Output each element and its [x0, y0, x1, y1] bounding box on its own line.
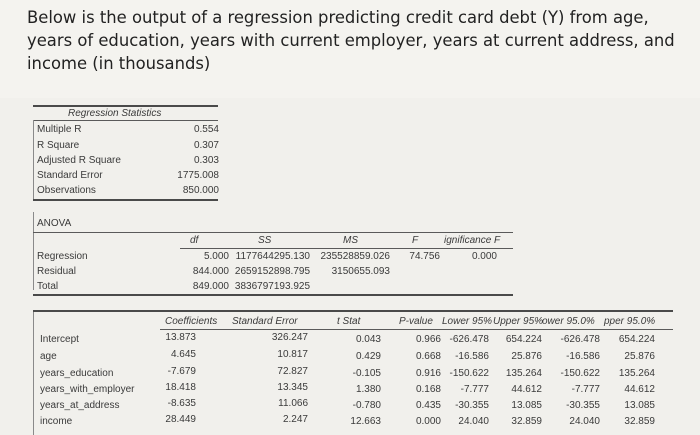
anova-regression-df: 5.000: [203, 251, 229, 262]
coef-upper-95-0: 44.612: [624, 384, 655, 395]
coef-lower-95-0: -30.355: [566, 400, 600, 411]
coef-t-stat: -0.105: [352, 368, 381, 379]
anova-title: ANOVA: [37, 218, 72, 229]
stat-value: 0.554: [193, 124, 219, 135]
anova-total-ss: 3836797193.925: [234, 281, 310, 292]
coef-header-upper-95: Upper 95%: [493, 316, 544, 327]
anova-header-significance: ignificance F: [444, 235, 501, 246]
coef-lower-95-0: -626.478: [560, 334, 600, 345]
coef-standard-error: 11.066: [278, 398, 308, 409]
coef-value: 28.449: [165, 414, 196, 425]
coef-upper-95: 25.876: [511, 351, 542, 362]
coef-p-value: 0.966: [415, 334, 441, 345]
coef-lower-95: -16.586: [455, 351, 489, 362]
coef-lower-95: -626.478: [449, 334, 489, 345]
regression-statistics-title: Regression Statistics: [68, 108, 162, 119]
coef-t-stat: 1.380: [355, 384, 381, 395]
anova-residual-ss: 2659152898.795: [234, 266, 310, 277]
coef-header-t-stat: t Stat: [337, 316, 361, 327]
anova-regression-label: Regression: [37, 251, 88, 262]
anova-residual-df: 844.000: [192, 266, 229, 277]
coef-row-label: years_with_employer: [40, 384, 135, 395]
coef-row-label: years_at_address: [40, 400, 120, 411]
anova-header-df: df: [190, 235, 199, 246]
stat-label: Adjusted R Square: [37, 155, 121, 166]
coef-upper-95: 13.085: [511, 400, 542, 411]
coef-upper-95-0: 25.876: [624, 351, 655, 362]
coef-header-lower-95: Lower 95%: [442, 316, 493, 327]
anova-residual-label: Residual: [37, 266, 76, 277]
coef-lower-95-0: -16.586: [566, 351, 600, 362]
coef-lower-95-0: -7.777: [571, 384, 600, 395]
question-heading: Below is the output of a regression predicting credit card debt (Y) from age, years of education, years with current employer, years at current address, and income (in thousands): [27, 8, 675, 73]
coef-standard-error: 2.247: [282, 414, 308, 425]
coef-header-standard-error: Standard Error: [232, 316, 298, 327]
anova-residual-ms: 3150655.093: [331, 266, 390, 277]
coef-p-value: 0.000: [415, 416, 441, 427]
anova-header-ss: SS: [258, 235, 272, 246]
coef-upper-95: 44.612: [511, 384, 542, 395]
stat-value: 850.000: [182, 185, 219, 196]
coef-p-value: 0.668: [415, 351, 441, 362]
coef-upper-95-0: 32.859: [624, 416, 655, 427]
coef-row-label: income: [40, 416, 73, 427]
coef-lower-95-0: 24.040: [569, 416, 600, 427]
coef-value: 13.873: [165, 332, 196, 343]
coef-upper-95-0: 654.224: [618, 334, 655, 345]
stat-label: Standard Error: [37, 170, 103, 181]
coef-upper-95: 135.264: [505, 368, 542, 379]
coef-lower-95: -150.622: [449, 368, 489, 379]
coef-header-lower-95-0: ower 95.0%: [542, 316, 595, 327]
spreadsheet-output: [0, 98, 700, 435]
coef-t-stat: -0.780: [352, 400, 381, 411]
coef-row-label: years_education: [40, 368, 114, 379]
anova-header-ms: MS: [343, 235, 358, 246]
stat-label: Multiple R: [37, 124, 82, 135]
coef-upper-95-0: 13.085: [624, 400, 655, 411]
coef-header-p-value: P-value: [399, 316, 433, 327]
coef-upper-95: 654.224: [505, 334, 542, 345]
coef-value: -8.635: [167, 398, 196, 409]
coef-p-value: 0.916: [415, 368, 441, 379]
coef-lower-95: 24.040: [458, 416, 489, 427]
coef-lower-95: -7.777: [460, 384, 489, 395]
stat-value: 0.307: [193, 140, 219, 151]
coef-value: 4.645: [170, 349, 196, 360]
coef-row-label: Intercept: [40, 334, 79, 345]
coef-value: -7.679: [167, 366, 196, 377]
coef-header-upper-95-0: pper 95.0%: [604, 316, 656, 327]
coef-standard-error: 326.247: [271, 332, 308, 343]
anova-regression-f: 74.756: [409, 251, 440, 262]
stat-value: 0.303: [193, 155, 219, 166]
coef-t-stat: 12.663: [350, 416, 381, 427]
coef-upper-95: 32.859: [511, 416, 542, 427]
coef-standard-error: 13.345: [277, 382, 308, 393]
coef-lower-95-0: -150.622: [560, 368, 600, 379]
coef-header-coefficients: Coefficients: [165, 316, 218, 327]
coef-t-stat: 0.043: [355, 334, 381, 345]
coef-standard-error: 72.827: [277, 366, 308, 377]
stat-label: R Square: [37, 140, 80, 151]
anova-regression-ss: 1177644295.130: [235, 251, 310, 262]
stat-value: 1775.008: [177, 170, 219, 181]
anova-header-f: F: [412, 235, 419, 246]
coef-lower-95: -30.355: [455, 400, 489, 411]
coef-p-value: 0.435: [415, 400, 441, 411]
coef-p-value: 0.168: [415, 384, 441, 395]
anova-total-label: Total: [37, 281, 59, 292]
stat-label: Observations: [37, 185, 96, 196]
coef-value: 18.418: [165, 382, 196, 393]
coef-upper-95-0: 135.264: [618, 368, 655, 379]
anova-total-df: 849.000: [192, 281, 229, 292]
coef-row-label: age: [40, 351, 57, 362]
coef-standard-error: 10.817: [277, 349, 308, 360]
anova-regression-significance: 0.000: [471, 251, 497, 262]
anova-regression-ms: 235528859.026: [320, 251, 390, 262]
coef-t-stat: 0.429: [355, 351, 381, 362]
